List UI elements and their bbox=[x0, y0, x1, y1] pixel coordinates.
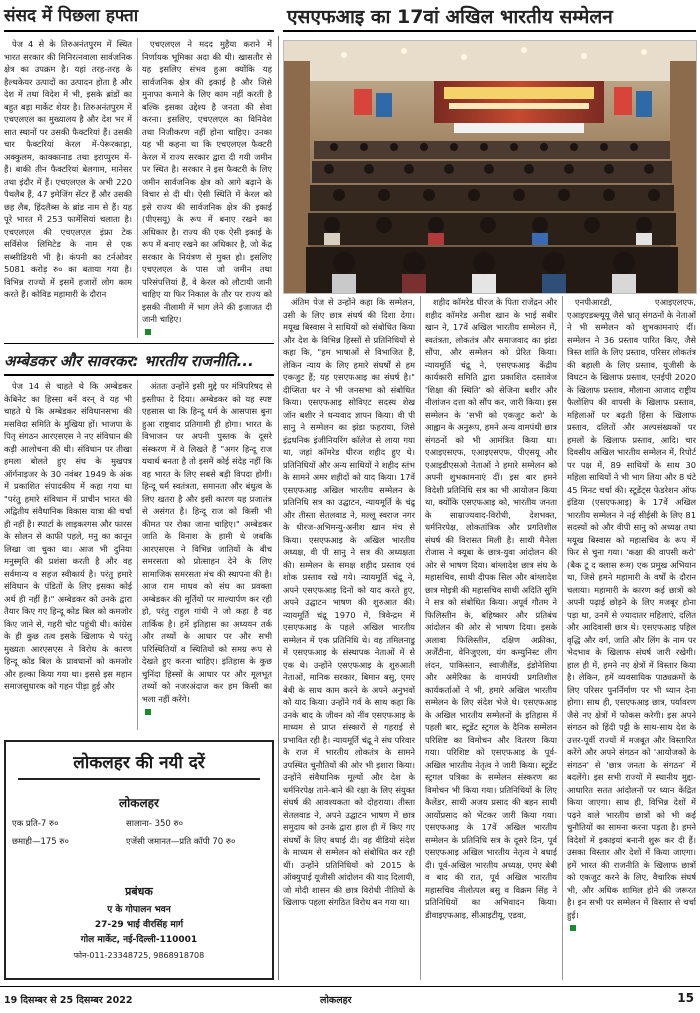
mid-section-title: अम्बेडकर और सावरकर: भारतीय राजनीति... bbox=[4, 352, 254, 370]
mid-article-col2-text: अंततः उन्होंने इसी मुद्दे पर मंत्रिपरिषद से इस्तीफा दे दिया। अम्बेडकर को यह स्पष्ट एहसास था कि हिन्दू धर्म के आसपास बुना हुआ राष्ट्रवाद प्रतिगामी ही होगा। भारत के विभाजन पर अपनी पुस्तक के दूसरे संस्करण में वे लिखते हैं "अगर हिन्दू राज यथार्थ बनता है तो इसमें कोई संदेह नहीं कि वह भारत के लिए सबसे बड़ी विपदा होगी। हिन्दू धर्म स्वतंत्रता, समानता और बंधुत्व के लिए खतरा है और इसी कारण यह प्रजातंत्र से असंगत है। हिन्दू राज को किसी भी कीमत पर रोका जाना चाहिए।" अम्बेडकर जाति के विनाश के हामी थे जबकि आरएसएस ने विभिन्न जातियों के बीच समरसता को प्रोत्साहन देने के लिए सामाजिक समरसता मंच की स्थापना की है। आज राम माधव को संघ का प्रवक्ता अम्बेडकर की मूर्तियों पर माल्यार्पण कर रही हो, परंतु राहुल गांधी ने जो कहा है वह तार्किक है। हमें इतिहास का अध्ययन तर्क और तथ्यों के आधार पर और सभी परिस्थितियों व स्थितियों को समग्र रूप से देखते हुए करना चाहिए। इतिहास के कुछ चुनिंदा हिस्सों के आधार पर और मूलभूत तथ्यों को नजरअंदाज कर हम किसी का भला नहीं करेंगे। bbox=[142, 381, 272, 704]
left-section-title: संसद में पिछला हफ्ता bbox=[4, 6, 139, 26]
rates-box-title: लोकलहर की नयी दरें bbox=[73, 753, 205, 773]
right-article-col1 bbox=[283, 296, 415, 980]
conference-photo bbox=[283, 40, 697, 294]
rates-box-rule bbox=[18, 778, 260, 780]
address-line-2: 27-29 भाई वीरसिंह मार्ग bbox=[94, 920, 184, 930]
article-end-mark bbox=[145, 329, 151, 335]
column-divider bbox=[137, 38, 138, 338]
page-footer bbox=[0, 986, 700, 1013]
right-article-col3 bbox=[567, 296, 696, 980]
mid-top-rule bbox=[4, 343, 274, 344]
column-divider bbox=[420, 296, 421, 980]
right-article-col1-text: अंतिम पेज से उन्होंने कहा कि सम्मेलन, उसी के लिए छात्र संघर्ष की दिशा देगा। मयूख बिस्वास ने साथियों को संबोधित किया और देश के विभिन्न हिस्सों से प्रतिनिधियों से कहा कि, "हम भाषाओं से विभाजित हैं, लेकिन न्याय के लिए हमारे संघर्षों से हम एकजुट हैं; यह एसएफआइ का संघर्ष है।" दीप्सिता धर ने भी जनसभा को संबोधित किया। एसएफआइ सोविएट सदस्य शेख जॉन बशीर ने धन्यवाद ज्ञापन किया। वी पी सानु ने सम्मेलन का झंडा फहराया, जिसे इंद्रधनिक इंजीनियरिंग कॉलेज से लाया गया था, जहां कॉमरेड धीरज शहीद हुए थे। प्रतिनिधियों और अन्य साथियों ने शहीद स्तंभ के सामने अमर शहीदों को याद किया। 17वें एसएफआइ अखिल भारतीय सम्मेलन के प्रतिनिधि सत्र का उद्घाटन, न्यायमूर्ति के चंद्रू और तीस्ता सेतलवाड ने, मल्लू स्वराज नगर के धीरज-अभिमन्यु-अनीश खान मंच से किया। एसएफआइ के अखिल भारतीय अध्यक्ष, वी पी सानु ने सत्र की अध्यक्षता की। सम्मेलन के समक्ष शहीद प्रस्ताव एवं शोक प्रस्ताव रखे गये। न्यायमूर्ति चंद्रू ने, अपने एसएफआइ दिनों को याद करते हुए, अपने उद्घाटन भाषण की शुरुआत की। न्यायमूर्ति चंद्रू 1970 में, त्रिवेन्द्रम में एसएफआइ के पहले अखिल भारतीय सम्मेलन में एक प्रतिनिधि थे। वह तमिलनाडु में एसएफआइ के संस्थापक नेताओं में से एक थे। उन्होंने एसएफआइ के शुरुआती नेताओं, मानिक सरकार, बिमान बसु, एमए बेबी के साथ काम करने के अपने अनुभवों को याद किया। उन्होंने गर्व के साथ कहा कि उनके बाद के जीवन को नींव एसएफआइ के माध्यम से प्राप्त संस्कारों से गहराई से प्रभावित रही है। न्यायमूर्ति चंद्रू ने संघ परिवार के राज में भारतीय लोकतंत्र के सामने उपस्थित चुनौतियों की ओर भी इशारा किया। उन्होंने संवैधानिक मूल्यों और देश के धर्मनिरपेक्ष ताने-बाने की रक्षा के लिए संयुक्त संघर्ष की आवश्यकता को दोहराया। तीस्ता सेतलवाड ने, अपने उद्घाटन भाषण में छात्र समुदाय को उनके द्वारा हाल ही में किए गए संघर्षों के लिए बधाई दी। वह वीडियो संदेश के माध्यम से सम्मेलन को संबोधित कर रही थीं। उन्होंने प्रतिनिधियों को 2015 के ऑक्युपाई यूजीसी आंदोलन की याद दिलायी, जो मोदी शासन की छात्र विरोधी नीतियों के खिलाफ पहला संगठित विरोध बन गया था। bbox=[283, 297, 415, 907]
rate-single: एक प्रति-7 रु० bbox=[12, 819, 59, 829]
conference-photo-icon bbox=[284, 41, 696, 293]
mid-article-col1 bbox=[4, 380, 132, 730]
right-article-col2 bbox=[425, 296, 557, 980]
phone-number: फोन-011-23348725, 9868918708 bbox=[73, 951, 205, 960]
subscription-rates-box bbox=[4, 740, 274, 980]
right-article-col3-text: एनपीआरडी, एआइएलएफ, एआइएडब्ल्यूयू जैसे भ्रातृ संगठनों के नेताओं ने भी सम्मेलन को शुभकामनाएं दीं। सम्मेलन ने 36 प्रस्ताव पारित किए, जैसे त्रिस्त शांति के लिए प्रस्ताव, परिसर लोकतंत्र की बहाली के लिए प्रस्ताव, यूजीसी के विघटन के खिलाफ प्रस्ताव, एनईपी 2020 के खिलाफ प्रस्ताव, मौलाना आजाद राष्ट्रीय फैलोशिप की वापसी के खिलाफ प्रस्ताव, महिलाओं पर बढ़ती हिंसा के खिलाफ प्रस्ताव, दलितों और अल्पसंख्यकों पर हमलों के खिलाफ प्रस्ताव, आदि। चार दिवसीय अखिल भारतीय सम्मेलन में, रिपोर्ट पर पक्ष में, 89 साथियों के साथ 30 महिला साथियों ने भी भाग लिया और 8 घंटे 45 मिनट चर्चा की। स्टूडेंट्स फेडरेशन ऑफ इंडिया (एसएफआइ) के 17वें अखिल भारतीय सम्मेलन ने नई सीईसी के लिए 81 सदस्यों को और वीपी सानु को अध्यक्ष तथा मयूख बिस्वास को महासचिव के रूप में फिर से चुना गया। 'कक्षा की वापसी करो' (बैक टू द क्लास रूम) एक प्रमुख अभियान था, जिसे हमने महामारी के वर्षों के दौरान चलाया। महामारी के कारण कई छात्रों को अपनी पढ़ाई छोड़ने के लिए मजबूर होना पड़ा था, उनमें से ज्यादातर महिलाएं, दलित और आदिवासी छात्र थे। एसएफआइ पहिल वृद्धि और वर्ग, जाति और लिंग के नाम पर भेदभाव के खिलाफ संघर्ष जारी रखेगी। हाल ही में, हमने नए क्षेत्रों में विस्तार किया है। लेकिन, हमें व्यवसायिक पाठ्यक्रमों के लिए परिसर पुनर्निर्माण पर भी ध्यान देना होगा। साथ ही, एसएफआइ छात्र, पर्यावरण जैसे नए क्षेत्रों में फोकस करेगी। इस अपने संगठन को हिंदी पट्टी के साथ-साथ देश के उत्तर-पूर्वी राज्यों में मजबूत और विस्तारित करेंगे और अपने संगठन को 'आयोजकों के संगठन' से 'छात्र जनता के संगठन' में बदलेंगे। इस सभी राज्यों में स्थानीय मुद्दा-आधारित सतत आंदोलनों पर ध्यान केंद्रित किया जाएगा। साथ ही, विभिन्न देशों में पढ़ने वाले भारतीय छात्रों को भी कई चुनौतियों का सामना करना पड़ता है। हमने विदेशों में इकाइयां बनानी शुरू कर दी हैं। उसका विस्तार और देशों में किया जाएगा। हमें भारत की राजनीति के खिलाफ छात्रों को एकजुट करने के लिए, वैचारिक संघर्ष भी, और अधिक शामिल होने की जरूरत है। इन सभी पर सम्मेलन में विस्तार से चर्चा हुई। bbox=[567, 297, 696, 920]
rates-box-subtitle: लोकलहर bbox=[119, 796, 159, 810]
address-line-3: गोल मार्केट, नई-दिल्ली-110001 bbox=[80, 935, 198, 945]
left-article-col2-text: एचएलएल ने मदद मुहैया कराने में निर्णायक भूमिका अदा की थी। खासतौर से यह इसलिए संभव हुआ क्योंकि यह सार्वजनिक क्षेत्र की इकाई है और जिसे मुनाफा कमाने के लिए काम नहीं करती है बल्कि इसका उद्देश्य है जनता की सेवा करना। इसलिए, एचएलएल का विनिवेश तथा निजीकरण नहीं होना चाहिए। उनका यह भी कहना था कि एचएलएल फैक्टरी केरल में राज्य सरकार द्वारा दी गयी जमीन पर स्थित है। सरकार ने इस फैक्टरी के लिए जमीन सार्वजनिक क्षेत्र को आगे बढ़ाने के विचार से दी थी। ऐसी स्थिति में केरल को इसे राज्य की सार्वजनिक क्षेत्र की इकाई (पीएसयू) के रूप में बनाए रखने का अधिकार है। राज्य की एक ऐसी इकाई के रूप में बनाए रखने का अधिकार है, जो केंद्र सरकार के नियंत्रण से मुक्त हो। इसलिए एचएलएल के पास जो जमीन तथा परिसंपत्तियां हैं, वे केरल को लौटायी जानी चाहिए या फिर निकाल के तौर पर राज्य को इसकी नीलामी में भाग लेने की इजाजत दी जानी चाहिए। bbox=[142, 39, 272, 324]
footer-date: 19 दिसम्बर से 25 दिसम्बर 2022 bbox=[4, 995, 133, 1006]
address-line-1: ए के गोपालन भवन bbox=[107, 905, 171, 915]
mid-article-col1-text: पेज 14 से चाहते थे कि अम्बेडकर केबिनेट का हिस्सा बनें वरन् वे यह भी चाहते थे कि अम्बेडकर संविधानसभा की मसविदा समिति के मुखिया हों। भाजपा के पितृ संगठन आरएसएस ने नए संविधान की कड़ी आलोचना की थी। संविधान पर तीखा हमला बोलते हुए संघ के मुखपत्र ऑर्गनाइजर के 30 नवंबर 1949 के अंक में प्रकाशित संपादकीय में कहा गया था "परंतु हमारे संविधान में प्राचीन भारत की अद्वितीय संवैधानिक विकास यात्रा की चर्चा ही नहीं है। स्पार्टा के लाइकरगस और फारस के सोलन से काफी पहले, मनु का कानून लिखा जा चुका था। आज भी दुनिया मनुस्मृति की प्रशंसा करती है और वह सर्वमान्य व सहज स्वीकार्य है। परंतु हमारे संविधान के पंडितों के लिए इसका कोई अर्थ ही नहीं है।" अम्बेडकर को उनके द्वारा तैयार किए गए हिन्दू कोड बिल को कमजोर किए जाने से, गहरी चोट पहुंची थी। कांग्रेस के ही कुछ तत्व इसके खिलाफ थे परंतु मुख्यतः आरएसएस ने विरोध के कारण हिन्दू कोड बिल के प्रावधानों को कमजोर और हल्का किया गया था। इससे इस महान समाजसुधारक को गहन पीड़ा हुई और bbox=[4, 381, 132, 691]
column-divider bbox=[562, 296, 563, 980]
mid-title-rule bbox=[4, 374, 274, 376]
column-divider bbox=[137, 380, 138, 730]
rate-agency: एजेंसी जमानत—प्रति कॉपी 70 रु० bbox=[126, 837, 236, 847]
mid-article-col2 bbox=[142, 380, 272, 730]
footer-paper-name: लोकलहर bbox=[320, 995, 352, 1006]
right-title-rule bbox=[283, 30, 696, 32]
right-section-title: एसएफआइ का 17वां अखिल भारतीय सम्मेलन bbox=[287, 6, 613, 28]
article-end-mark bbox=[145, 709, 151, 715]
article-end-mark bbox=[570, 925, 576, 931]
footer-rule bbox=[0, 986, 700, 987]
manager-label: प्रबंधक bbox=[125, 885, 153, 898]
rate-half: छमाही—175 रु० bbox=[12, 837, 69, 847]
left-title-rule bbox=[4, 30, 274, 32]
footer-page-number: 15 bbox=[677, 991, 694, 1005]
left-article-col1 bbox=[4, 38, 132, 338]
left-article-col1-text: पेज 4 से के तिरुअनंतपुरम में स्थित भारत सरकार की मिनिरत्नवाला सार्वजनिक क्षेत्र का उपक्रम है। यहां तरह-तरह के हैल्थकेयर उत्पादों का उत्पादन होता है और देश में तथा विदेश में भी, इसके ब्रांडों का बहुत बड़ा मार्केट शेयर है। तिरुअनंतपुरम में एचएलएल का मुख्यालय है और देश भर में सात स्थानों पर उसकी फैक्टरियां हैं। उसकी चार फैक्टरियां केरल में-पेरूरकाड़ा, अक्कुलम, काक्कानाड तथा इराप्पुरम में- हैं। बाकी तीन फैक्टरियां बेलगाम, मानेसर तथा इंदौर में हैं। एचएलएल के अभी 220 पैथलैब हैं, 47 इमेजिंग सेंटर हैं और उसकी छह लैब, हिंदलैब्स के ब्रांड नाम से हैं। यह पूरे भारत में 253 फार्मेसियां चलाता है। एचएलएल की एचएलएल इंफ्रा टेक सर्विसेज लिमिटेड के नाम से एक सब्सीडियरी भी है। कंपनी का टर्नओवर 5081 करोड़ रु० का बताया गया है। विभिन्न राज्यों में इसमें हजारों लोग काम करते हैं। कोविड महामारी के दौरान bbox=[4, 39, 132, 299]
rate-annual: सालाना- 350 रु० bbox=[126, 819, 184, 829]
left-article-col2 bbox=[142, 38, 272, 338]
right-article-col2-text: शहीद कॉमरेड धीरज के पिता राजेंद्रन और शहीद कॉमरेड अनीश खान के भाई सबीर खान ने, 17वें अखिल भारतीय सम्मेलन में, स्वतंत्रता, लोकतंत्र और समाजवाद का झंडा सौंपा, और सम्मेलन को प्रेरित किया। न्यायमूर्ति चंद्रू ने, एसएफआइ केंद्रीय कार्यकारी समिति द्वारा प्रकाशित दस्तावेज 'शिक्षा की स्थिति' को सेजिना बशीर और नीलांजन दत्ता को सौंप कर, जारी किया। इस सम्मेलन के 'सभी को एकजुट करो' के आह्वान के अनुरूप, हमने अन्य वामपंथी छात्र संगठनों को भी आमंत्रित किया था। एआइएसएफ, एआइएसएफ, पीएसयू और एआइडीएसओ नेताओं ने हमारे सम्मेलन को अपनी शुभकामनाएं दीं। इस बार हमने विदेशी प्रतिनिधि सत्र का भी आयोजन किया था, क्योंकि एसएफआइ को, भारतीय जनता के साम्राज्यवाद-विरोधी, देशभक्त, धर्मनिरपेक्ष, लोकतांत्रिक और प्रगतिशील संघर्ष की विरासत मिली है। साथी मैनेला रोजास ने क्यूबा के छात्र-युवा आंदोलन की ओर से भाषण दिया। बांग्लादेश छात्र संघ के महासचिव, साथी दीपक सिल और बांग्लादेश छात्र मोइत्री की महासचिव साथी अदिति सुमि ने सत्र को संबोधित किया। अपूर्व गौतम ने फिलिस्तीन के, बहिष्कार और प्रतिबंध आंदोलन की ओर से भाषण दिया। इसके अलावा फिलिस्तीन, दक्षिण अफ्रीका, अर्जेंटीना, वेनिजुएला, यंग कम्युनिस्ट लीग लंदन, पाकिस्तान, स्वाजीलैंड, इंडोनेशिया और अमेरिका के वामपंथी प्रगतिशील कार्यकर्ताओं ने भी, हमारे अखिल भारतीय सम्मेलन के लिए संदेश भेजे थे। एसएफआइ के अखिल भारतीय सम्मेलनों के इतिहास में पहली बार, स्टूडेंट स्ट्रगल के दैनिक सम्मेलन परिशिष्ट का विमोचन और वितरण किया गया। परिशिष्ट को एसएफआइ के पूर्व-अखिल भारतीय नेतृत्व ने जारी किया। स्टूडेंट स्ट्रगल पत्रिका के सम्मेलन संस्करण का विमोचन भी किया गया। प्रतिनिधियों के लिए कैलेंडर, साथी अजय प्रसाद की बहन साथी आर्योप्रसाद को भेंटकर जारी किया गया। एसएफआइ के 17वें अखिल भारतीय सम्मेलन के प्रतिनिधि सत्र के दूसरे दिन, पूर्व एसएफआइ अखिल भारतीय नेतृत्व ने बधाई दी। पूर्व-अखिल भारतीय अध्यक्ष, एमए बेबी व बाद की रात, पूर्व अखिल भारतीय महासचिव नीलोत्पल बसु व विक्रम सिंह ने प्रतिनिधियों का अभिवादन किया। डीवाइएफआइ, सीआइटीयू, एडवा, bbox=[425, 297, 557, 920]
page-divider bbox=[278, 36, 279, 980]
